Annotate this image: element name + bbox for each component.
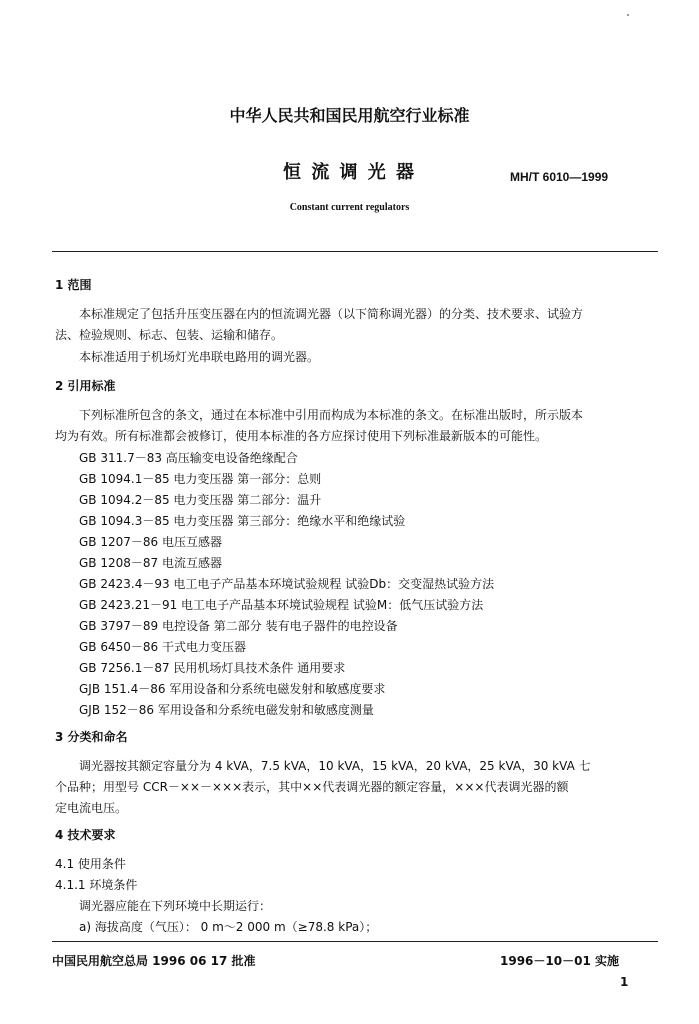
section-1-para-1-line-1: 本标准规定了包括升压变压器在内的恒流调光器（以下简称调光器）的分类、技术要求、试验方 — [79, 307, 584, 321]
reference-standard: GB 1094.3－85 电力变压器 第三部分：绝缘水平和绝缘试验 — [79, 514, 406, 528]
reference-standard: GJB 151.4－86 军用设备和分系统电磁发射和敏感度要求 — [79, 682, 386, 696]
org-title: 中华人民共和国民用航空行业标准 — [229, 106, 470, 125]
section-2-title: 2 引用标准 — [55, 379, 116, 393]
section-2-para-line-2: 均为有效。所有标准都会被修订，使用本标准的各方应探讨使用下列标准最新版本的可能性。 — [55, 429, 548, 443]
reference-standard: GB 1207－86 电压互感器 — [79, 535, 222, 549]
issuer-approval: 中国民用航空总局 1996 06 17 批准 — [52, 954, 256, 968]
section-3-para-line-2: 个品种；用型号 CCR－××－×××表示，其中××代表调光器的额定容量，×××代表调光器的额 — [55, 780, 569, 794]
section-2-para-line-1: 下列标准所包含的条文，通过在本标准中引用而构成为本标准的条文。在标准出版时，所示版本 — [79, 408, 584, 422]
standard-number: MH/T 6010—1999 — [510, 170, 609, 184]
section-4-1-1-title: 4.1.1 环境条件 — [55, 878, 138, 892]
reference-standard: GB 7256.1－87 民用机场灯具技术条件 通用要求 — [79, 661, 346, 675]
standard-title-en: Constant current regulators — [289, 202, 410, 213]
section-3-title: 3 分类和命名 — [55, 730, 128, 744]
section-4-title: 4 技术要求 — [55, 828, 116, 842]
reference-standard: GB 311.7－83 高压输变电设备绝缘配合 — [79, 451, 298, 465]
section-4-1-title: 4.1 使用条件 — [55, 857, 126, 871]
reference-standard: GJB 152－86 军用设备和分系统电磁发射和敏感度测量 — [79, 703, 374, 717]
section-1-para-1-line-2: 法、检验规则、标志、包装、运输和储存。 — [55, 328, 284, 342]
header-rule — [52, 251, 658, 252]
section-3-para-line-3: 定电流电压。 — [55, 801, 128, 815]
section-1-para-2: 本标准适用于机场灯光串联电路用的调光器。 — [79, 350, 320, 364]
effective-date: 1996－10－01 实施 — [500, 954, 619, 968]
reference-standard: GB 1208－87 电流互感器 — [79, 556, 222, 570]
reference-standard: GB 1094.2－85 电力变压器 第二部分：温升 — [79, 493, 322, 507]
section-4-1-1-item-a: a) 海拔高度（气压）： 0 m～2 000 m（≥78.8 kPa）； — [79, 920, 378, 934]
page-number: 1 — [620, 975, 629, 989]
reference-standard: GB 2423.4－93 电工电子产品基本环境试验规程 试验Db：交变湿热试验方法 — [79, 577, 495, 591]
reference-standard: GB 3797－89 电控设备 第二部分 装有电子器件的电控设备 — [79, 619, 398, 633]
reference-standard: GB 1094.1－85 电力变压器 第一部分：总则 — [79, 472, 322, 486]
standard-title-cn: 恒 流 调 光 器 — [282, 162, 417, 183]
section-3-para-line-1: 调光器按其额定容量分为 4 kVA，7.5 kVA，10 kVA，15 kVA，20 kVA，25 kVA，30 kVA 七 — [79, 759, 591, 773]
scan-speck — [627, 14, 629, 16]
reference-standard: GB 6450－86 干式电力变压器 — [79, 640, 246, 654]
footer-rule — [52, 941, 658, 942]
section-4-1-1-para: 调光器应能在下列环境中长期运行： — [79, 899, 272, 913]
section-1-title: 1 范围 — [55, 278, 92, 292]
reference-standard: GB 2423.21－91 电工电子产品基本环境试验规程 试验M：低气压试验方法 — [79, 598, 484, 612]
